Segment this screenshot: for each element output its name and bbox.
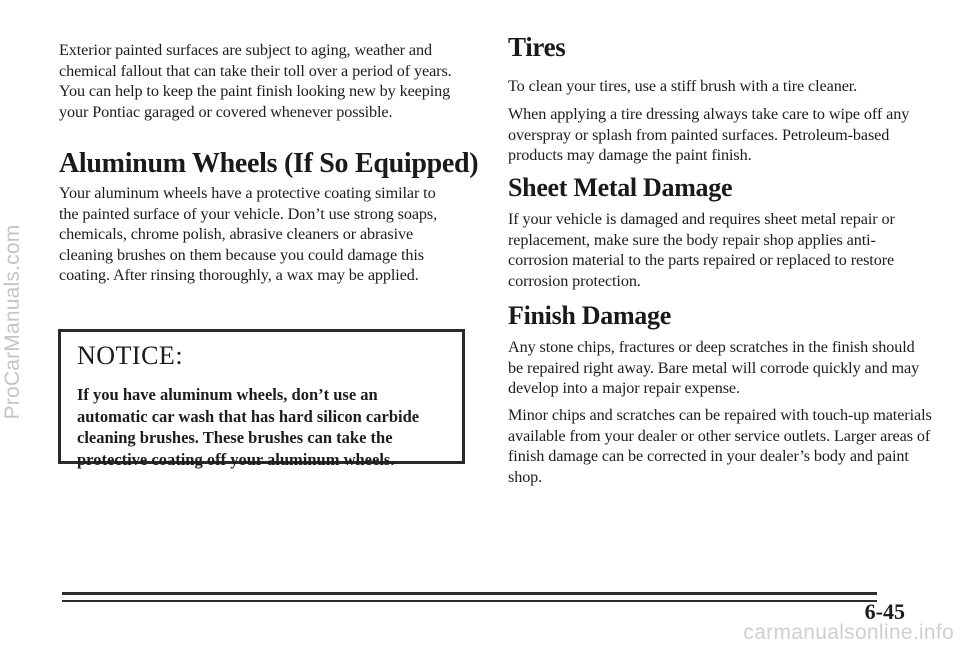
side-watermark: ProCarManuals.com xyxy=(1,224,24,420)
aluminum-wheels-paragraph: Your aluminum wheels have a protective coating similar to the painted surface of your vehicle. Don’t use strong soaps, chemicals, chrome polish, abrasive cleaners or abrasive cleaning brushes on them because you could damage this coating. After rinsing thoroughly, a wax may be applied. xyxy=(59,184,438,285)
tires-heading: Tires xyxy=(508,32,566,62)
footer-rule-bottom xyxy=(62,600,877,602)
intro-paragraph: Exterior painted surfaces are subject to aging, weather and chemical fallout that can take their toll over a period of years. You can help to keep the paint finish looking new by keeping your Pontiac garaged or covered whenever possible. xyxy=(59,41,452,121)
notice-title: NOTICE: xyxy=(77,341,184,370)
sheet-metal-heading: Sheet Metal Damage xyxy=(508,173,733,202)
tires-paragraph-2: When applying a tire dressing always take care to wipe off any overspray or splash from painted surfaces. Petroleum-based products may damage the paint finish. xyxy=(508,105,910,165)
finish-damage-paragraph-2: Minor chips and scratches can be repaired with touch-up materials available from your dealer or other service outlets. Larger areas of finish damage can be corrected in your dealer’s body and paint shop. xyxy=(508,406,932,486)
finish-damage-paragraph-1: Any stone chips, fractures or deep scratches in the finish should be repaired right away. Bare metal will corrode quickly and may develop into a major repair expense. xyxy=(508,338,920,398)
aluminum-wheels-heading: Aluminum Wheels (If So Equipped) xyxy=(59,148,479,179)
notice-box xyxy=(58,329,465,469)
page-number: 6-45 xyxy=(864,599,905,624)
sheet-metal-paragraph: If your vehicle is damaged and requires sheet metal repair or replacement, make sure the body repair shop applies anti-corrosion material to the parts repaired or replaced to restore corrosion protection. xyxy=(508,210,895,290)
notice-text: If you have aluminum wheels, don’t use an automatic car wash that has hard silicon carbide cleaning brushes. These brushes can take the protective coating off your aluminum wheels. xyxy=(77,385,420,469)
finish-damage-heading: Finish Damage xyxy=(508,301,671,330)
bottom-watermark: carmanualsonline.info xyxy=(743,621,954,644)
tires-paragraph-1: To clean your tires, use a stiff brush with a tire cleaner. xyxy=(508,77,858,95)
footer-rule-top xyxy=(62,592,877,595)
